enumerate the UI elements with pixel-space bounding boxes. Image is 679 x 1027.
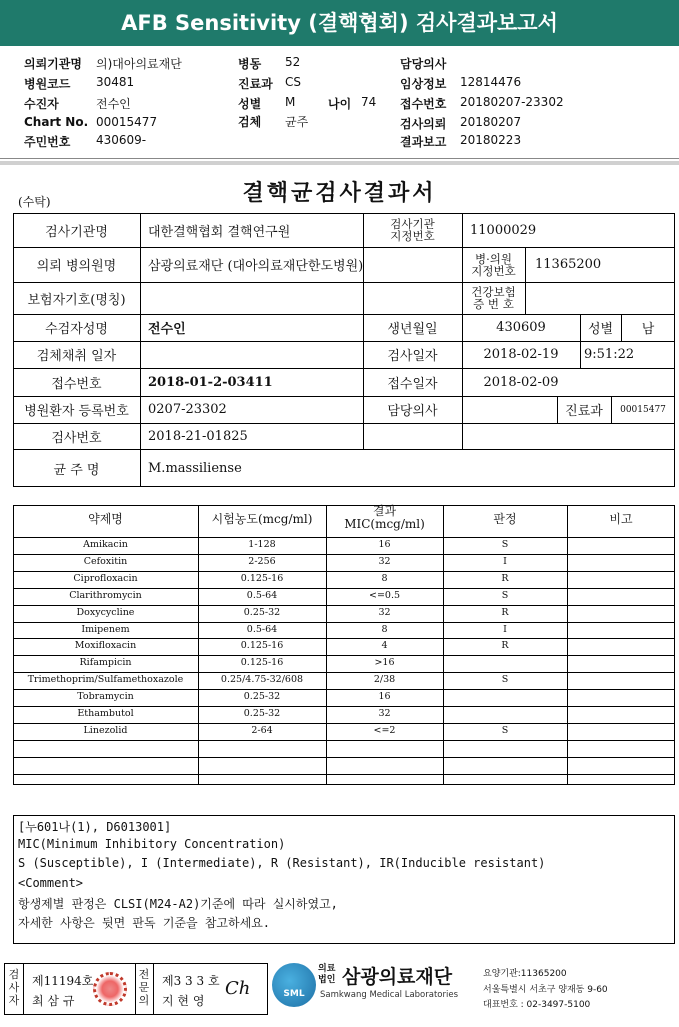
- sex-value: 남: [641, 322, 655, 337]
- accept-no-label: 접수번호: [51, 376, 102, 392]
- sex-label: 성별: [238, 97, 262, 111]
- drug-cell-range: 0.25-32: [243, 691, 281, 702]
- hosp-label: 의뢰 병의원명: [36, 259, 117, 274]
- drug-cell-drug: Rifampicin: [79, 657, 132, 668]
- clinical-value: 12814476: [460, 75, 522, 89]
- drug-cell-mic: >16: [374, 657, 395, 668]
- hosp-no-value: 11365200: [535, 257, 602, 272]
- rrn-label: 주민번호: [24, 135, 71, 149]
- request-date-label: 검사의뢰: [400, 117, 447, 131]
- drug-cell-mic: 8: [381, 624, 388, 635]
- request-date-value: 20180207: [460, 115, 522, 129]
- org-english: Samkwang Medical Laboratories: [320, 990, 459, 1000]
- drug-cell-drug: Ciprofloxacin: [73, 573, 138, 584]
- dept-label: 진료과: [238, 77, 273, 91]
- hospital-code-label: 병원코드: [24, 77, 71, 91]
- test-no-value: 2018-21-01825: [148, 428, 248, 444]
- birth-label: 생년월일: [387, 322, 438, 337]
- drug-cell-judge: S: [501, 539, 509, 550]
- test-date-value: 2018-02-19: [483, 347, 559, 362]
- tester-seal: [93, 972, 127, 1006]
- drug-cell-mic: 16: [378, 539, 391, 550]
- col-header-drug: 약제명: [88, 512, 123, 526]
- ins-no-label: 건강보험 증 번 호: [471, 285, 516, 311]
- drug-cell-drug: Tobramycin: [77, 691, 134, 702]
- drug-cell-drug: Clarithromycin: [69, 590, 142, 601]
- sex-value: M: [285, 95, 296, 109]
- drug-cell-drug: Linezolid: [83, 725, 128, 736]
- sml-logo-icon: SML: [272, 963, 316, 1007]
- drug-cell-judge: I: [503, 556, 507, 567]
- org-phone: 대표번호 : 02-3497-5100: [483, 1000, 591, 1010]
- test-time-value: 9:51:22: [584, 347, 635, 362]
- collect-value: [148, 341, 358, 368]
- signature-box: [4, 963, 268, 1015]
- ward-value: 52: [285, 55, 301, 69]
- doctor-value: [470, 396, 555, 423]
- doctor-label: 담당의사: [400, 57, 447, 71]
- ins-value: [148, 282, 358, 314]
- test-date-label: 검사일자: [387, 349, 438, 364]
- hosp-no-label: 병·의원 지정번호: [471, 251, 516, 278]
- report-date-value: 20180223: [460, 133, 522, 147]
- org-address: 서울특별시 서초구 양재동 9-60: [483, 985, 608, 995]
- col-header-note: 비고: [609, 512, 633, 526]
- drug-cell-judge: S: [501, 725, 509, 736]
- divider: [0, 158, 679, 159]
- hosp-value: 삼광의료재단 (대아의료재단한도병원): [148, 259, 364, 274]
- receipt-value: 20180207-23302: [460, 95, 564, 109]
- note-comment-label: <Comment>: [18, 876, 84, 890]
- drug-cell-range: 0.5-64: [246, 624, 278, 635]
- col-header-judge: 판정: [493, 512, 517, 526]
- chart-value: 00015477: [96, 115, 158, 129]
- note-sir: S (Susceptible), I (Intermediate), R (Resistant), IR(Inducible resistant): [18, 856, 546, 870]
- note-comment-2: 자세한 사항은 뒷면 판독 기준을 참고하세요.: [18, 916, 271, 930]
- name-value: 전수인: [148, 322, 186, 337]
- accept-no-value: 2018-01-2-03411: [148, 374, 273, 390]
- tester-label: 검사자: [8, 968, 20, 1007]
- ins-no-value: [535, 282, 665, 314]
- expert-signature: Ch: [225, 978, 251, 999]
- drug-cell-mic: 32: [378, 607, 391, 618]
- drug-cell-judge: R: [501, 640, 509, 651]
- drug-cell-mic: 8: [381, 573, 388, 584]
- document-title: 결핵균검사결과서: [242, 180, 437, 206]
- consignment-tag: (수탁): [18, 195, 51, 209]
- drug-cell-mic: <=0.5: [368, 590, 401, 601]
- drug-cell-mic: 32: [378, 708, 391, 719]
- patient-info-block: [0, 46, 679, 158]
- specimen-value: 균주: [285, 115, 309, 129]
- org-label: 검사기관명: [45, 224, 108, 240]
- notes-box: [13, 815, 675, 944]
- reg-label: 병원환자 등록번호: [24, 404, 129, 419]
- divider: [0, 161, 679, 165]
- drug-cell-range: 0.125-16: [240, 573, 284, 584]
- rrn-value: 430609-: [96, 133, 147, 147]
- requester-label: 의뢰기관명: [24, 57, 82, 71]
- test-no-label: 검사번호: [51, 430, 102, 446]
- sex-label: 성별: [587, 322, 614, 337]
- tester-name: 최 삼 규: [32, 994, 75, 1008]
- drug-cell-mic: 4: [381, 640, 388, 651]
- expert-label: 전문의: [138, 968, 150, 1007]
- drug-cell-range: 0.125-16: [240, 640, 284, 651]
- accept-date-label: 접수일자: [387, 376, 438, 392]
- org-prefix: 의료 법인: [318, 964, 336, 985]
- drug-cell-judge: S: [501, 674, 509, 685]
- dept-value: CS: [285, 75, 301, 89]
- report-date-label: 결과보고: [400, 135, 447, 149]
- org-code: 요양기관:11365200: [483, 969, 567, 979]
- patient-label: 수진자: [24, 97, 59, 111]
- drug-cell-drug: Cefoxitin: [83, 556, 128, 567]
- drug-cell-judge: I: [503, 624, 507, 635]
- age-value: 74: [361, 95, 377, 109]
- dept-value: 00015477: [620, 404, 666, 415]
- drug-cell-judge: R: [501, 573, 509, 584]
- dept-label: 진료과: [565, 404, 603, 419]
- receipt-label: 접수번호: [400, 97, 447, 111]
- name-label: 수검자성명: [45, 322, 108, 337]
- drug-cell-drug: Trimethoprim/Sulfamethoxazole: [27, 674, 184, 685]
- drug-cell-drug: Doxycycline: [76, 607, 135, 618]
- report-header-title: AFB Sensitivity (결핵협회) 검사결과보고서: [0, 0, 679, 46]
- col-header-mic: 결과 MIC(mcg/ml): [344, 504, 425, 531]
- org-name: 삼광의료재단: [342, 966, 453, 988]
- strain-label: 균 주 명: [53, 462, 100, 478]
- birth-value: 430609: [496, 320, 546, 335]
- doctor-label: 담당의사: [387, 404, 438, 419]
- drug-cell-range: 2-64: [251, 725, 273, 736]
- note-comment-1: 항생제별 판정은 CLSI(M24-A2)기준에 따라 실시하였고,: [18, 897, 338, 911]
- tester-license: 제11194호: [32, 974, 94, 988]
- collect-label: 검체채취 일자: [36, 349, 117, 364]
- note-mic: MIC(Minimum Inhibitory Concentration): [18, 837, 286, 851]
- drug-cell-range: 0.125-16: [240, 657, 284, 668]
- strain-value: M.massiliense: [148, 460, 242, 476]
- hospital-code-value: 30481: [96, 75, 135, 89]
- drug-cell-range: 0.25/4.75-32/608: [220, 674, 304, 685]
- ward-label: 병동: [238, 57, 262, 71]
- expert-license: 제3 3 3 호: [162, 974, 220, 988]
- drug-cell-range: 0.5-64: [246, 590, 278, 601]
- org-no-label: 검사기관 지정번호: [390, 217, 435, 243]
- drug-cell-judge: S: [501, 590, 509, 601]
- drug-cell-drug: Amikacin: [83, 539, 128, 550]
- note-code: [누601나(1), D6013001]: [18, 820, 172, 834]
- col-header-range: 시험농도(mcg/ml): [211, 512, 313, 526]
- requester-value: 의)대아의료재단: [96, 57, 182, 71]
- drug-cell-judge: R: [501, 607, 509, 618]
- drug-cell-range: 1-128: [248, 539, 276, 550]
- accept-date-value: 2018-02-09: [483, 374, 559, 390]
- drug-cell-drug: Imipenem: [81, 624, 130, 635]
- drug-cell-mic: <=2: [373, 725, 396, 736]
- clinical-label: 임상정보: [400, 77, 447, 91]
- drug-cell-range: 0.25-32: [243, 708, 281, 719]
- reg-value: 0207-23302: [148, 402, 227, 417]
- drug-cell-drug: Ethambutol: [77, 708, 134, 719]
- drug-cell-range: 2-256: [248, 556, 276, 567]
- org-no-value: 11000029: [470, 222, 537, 238]
- drug-cell-mic: 2/38: [373, 674, 396, 685]
- drug-cell-mic: 16: [378, 691, 391, 702]
- drug-cell-mic: 32: [378, 556, 391, 567]
- age-label: 나이: [328, 97, 352, 111]
- chart-label: Chart No.: [24, 115, 89, 129]
- expert-name: 지 현 영: [162, 994, 205, 1008]
- drug-cell-drug: Moxifloxacin: [74, 640, 137, 651]
- org-value: 대한결핵협회 결핵연구원: [148, 224, 291, 240]
- drug-cell-range: 0.25-32: [243, 607, 281, 618]
- ins-label: 보험자기호(명칭): [27, 292, 126, 308]
- patient-value: 전수인: [96, 97, 131, 111]
- specimen-label: 검체: [238, 115, 262, 129]
